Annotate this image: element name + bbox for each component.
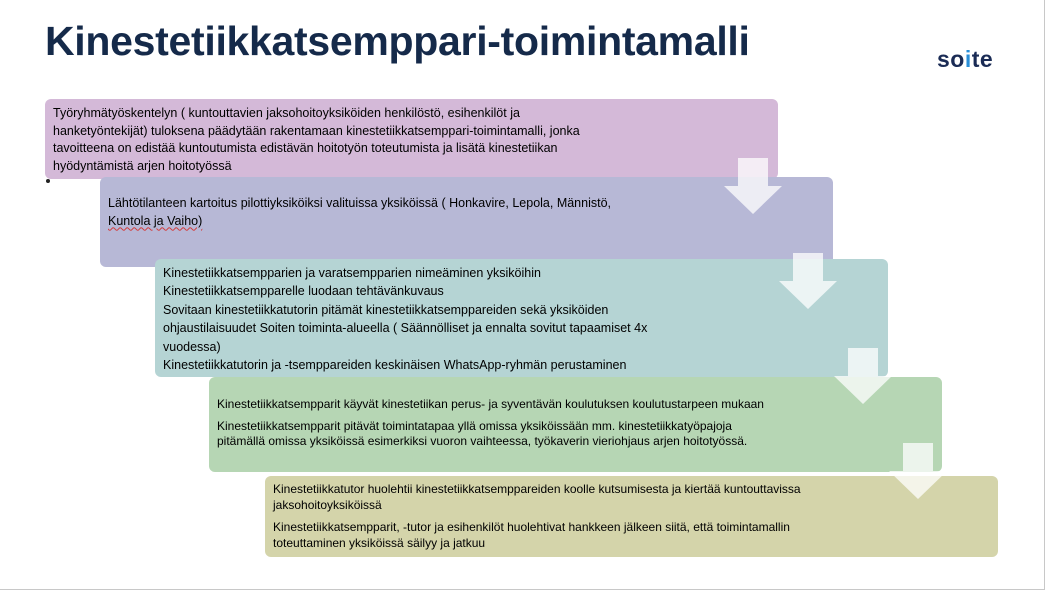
step3-line: vuodessa): [163, 339, 221, 354]
step2-line: Lähtötilanteen kartoitus pilottiyksiköiksi valituissa yksiköissä ( Honkavire, Lepola, Männistö,: [108, 196, 612, 210]
bullet-marker: [46, 179, 50, 183]
step3-line: Kinestetiikkatutorin ja -tsemppareiden keskinäisen WhatsApp-ryhmän perustaminen: [163, 358, 627, 373]
down-arrow-icon: [889, 443, 947, 499]
step1-line: tavoitteena on edistää kuntoutumista edistävän hoitotyön toteutumista ja lisätä kinestetiikan: [53, 141, 558, 155]
soite-logo: [937, 46, 993, 73]
logo-text-te: te: [971, 46, 994, 72]
down-arrow-icon: [834, 348, 892, 404]
step4-line: pitämällä omissa yksiköissä esimerkiksi vuoron vaihteessa, työkaverin vieriohjaus arjen hoitotyössä.: [217, 434, 748, 448]
slide-title: Kinestetiikkatsemppari-toimintamalli: [45, 18, 750, 64]
step1-line: hyödyntämistä arjen hoitotyössä: [53, 158, 232, 173]
step4-line: Kinestetiikkatsempparit käyvät kinestetiikan perus- ja syventävän koulutuksen koulutustarpeen mukaan: [217, 397, 764, 411]
step5-line: Kinestetiikkatutor huolehtii kinestetiikkatsemppareiden koolle kutsumisesta ja kiertää kuntouttavissa: [273, 482, 801, 496]
step3-line: Kinestetiikkatsempparien ja varatsempparien nimeäminen yksiköihin: [163, 266, 541, 280]
logo-text-so: so: [937, 46, 965, 72]
process-step-1: [45, 99, 778, 179]
down-arrow-icon: [724, 158, 782, 214]
step1-line: Työryhmätyöskentelyn ( kuntouttavien jaksohoitoyksiköiden henkilöstö, esihenkilöt ja: [53, 106, 520, 120]
step2-line: Kuntola ja Vaiho): [108, 213, 203, 228]
step5-line: toteuttaminen yksiköissä säilyy ja jatkuu: [273, 535, 486, 550]
step3-line: Sovitaan kinestetiikkatutorin pitämät kinestetiikkatsemppareiden sekä yksiköiden: [163, 302, 609, 317]
step5-line: Kinestetiikkatsempparit, -tutor ja esihenkilöt huolehtivat hankkeen jälkeen siitä, että toimintamallin: [273, 520, 790, 534]
down-arrow-icon: [779, 253, 837, 309]
step3-line: Kinestetiikkatsempparelle luodaan tehtävänkuvaus: [163, 284, 444, 299]
step5-line: jaksohoitoyksiköissä: [273, 497, 382, 512]
process-step-4: [209, 377, 942, 472]
logo-text-i: i: [964, 46, 972, 72]
step1-line: hanketyöntekijät) tuloksena päädytään rakentamaan kinestetiikkatsemppari-toimintamalli, jonka: [53, 123, 580, 138]
step3-line: ohjaustilaisuudet Soiten toiminta-alueella ( Säännölliset ja ennalta sovitut tapaamiset 4x: [163, 321, 648, 336]
step4-line: Kinestetiikkatsempparit pitävät toimintatapaa yllä omissa yksiköissään mm. kinestetiikkatyöpajoja: [217, 418, 732, 433]
